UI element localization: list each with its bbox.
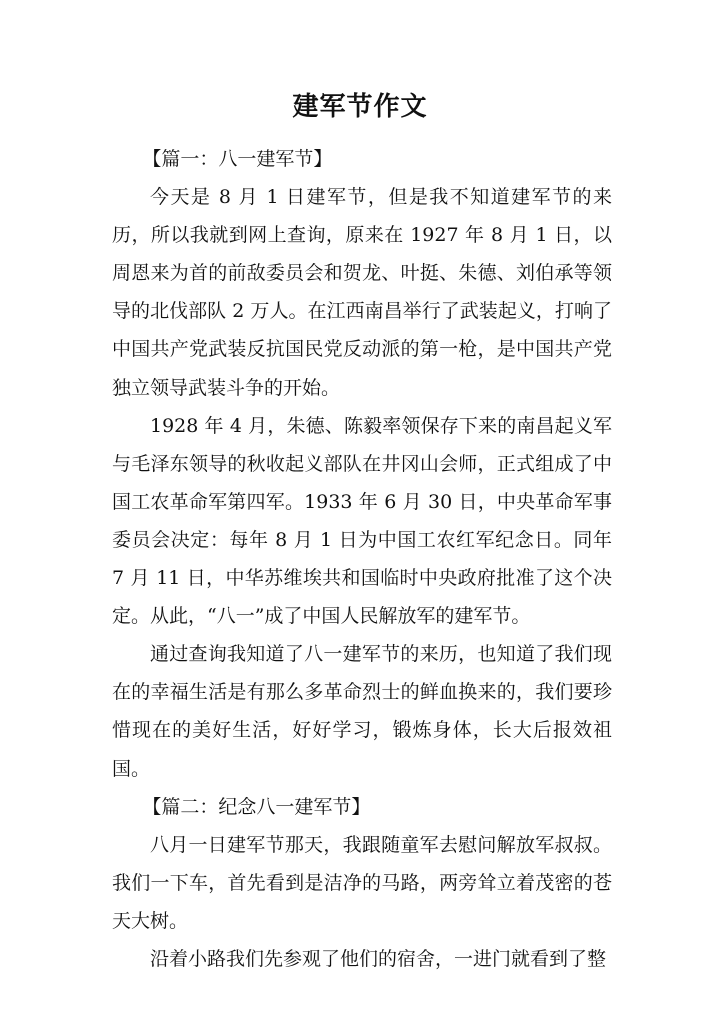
paragraph-1: 今天是 8 月 1 日建军节，但是我不知道建军节的来历，所以我就到网上查询，原来在 1927 年 8 月 1 日，以周恩来为首的前敌委员会和贺龙、叶挺、朱德、刘伯承等领导的北伐部队 2 万人。在江西南昌举行了武装起义，打响了中国共产党武装反抗国民党反动派的第一枪，是中国共产党独立领导武装斗争的开始。 xyxy=(112,186,612,399)
section-heading-1: 【篇一：八一建军节】 xyxy=(142,148,333,170)
paragraph-4: 八月一日建军节那天，我跟随童军去慰问解放军叔叔。我们一下车，首先看到是洁净的马路，两旁耸立着茂密的苍天大树。 xyxy=(112,833,612,932)
section-heading-2: 【篇二：纪念八一建军节】 xyxy=(142,795,371,818)
document-body xyxy=(112,140,612,978)
paragraph-2: 1928 年 4 月，朱德、陈毅率领保存下来的南昌起义军与毛泽东领导的秋收起义部队在井冈山会师，正式组成了中国工农革命军第四军。1933 年 6 月 30 日，中央革命军事委员会决定：每年 8 月 1 日为中国工农红军纪念日。同年 7 月 11 日，中华苏维埃共和国临时中央政府批准了这个决定。从此，“八一”成了中国人民解放军的建军节。 xyxy=(112,414,612,628)
paragraph-3: 通过查询我知道了八一建军节的来历，也知道了我们现在的幸福生活是有那么多革命烈士的鲜血换来的，我们要珍惜现在的美好生活，好好学习，锻炼身体，长大后报效祖国。 xyxy=(112,643,612,780)
paragraph-5: 沿着小路我们先参观了他们的宿舍，一进门就看到了整 xyxy=(150,947,607,970)
document-title: 建军节作文 xyxy=(292,92,428,122)
